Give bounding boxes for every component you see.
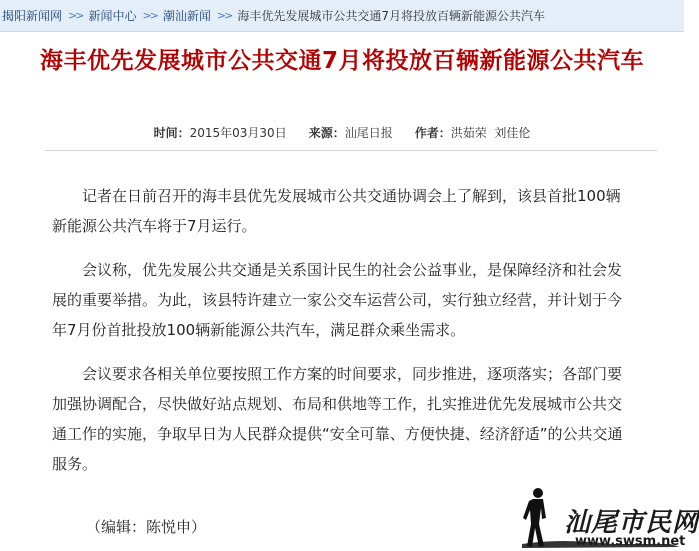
article-paragraph: 会议要求各相关单位要按照工作方案的时间要求，同步推进，逐项落实；各部门要加强协调配合，尽快做好站点规划、布局和供地等工作，扎实推进优先发展城市公共交通工作的实施，争取早日为人民群众提供“安全可靠、方便快捷、经济舒适”的公共交通服务。 [52,365,623,473]
watermark-url: www.swsm.net [575,534,686,549]
breadcrumb-separator-icon: >> [216,9,232,22]
watermark-name: 汕尾市民网 [564,508,699,538]
breadcrumb-link-home[interactable]: 揭阳新闻网 [2,9,63,23]
breadcrumb-separator-icon: >> [68,9,83,22]
watermark-logo [520,484,699,551]
meta-source-value: 汕尾日报 [344,126,393,140]
breadcrumb-link-news-center[interactable]: 新闻中心 [88,9,137,23]
meta-source-label: 来源： [308,126,345,140]
breadcrumb-link-chaoshan-news[interactable]: 潮汕新闻 [162,9,211,23]
breadcrumb [0,0,684,32]
article-title: 海丰优先发展城市公共交通7月将投放百辆新能源公共汽车 [39,48,644,74]
meta-time-value: 2015年03月30日 [189,126,287,140]
meta-author-value: 洪茹荣 刘佳伦 [450,126,531,140]
article-meta [0,124,684,141]
breadcrumb-current: 海丰优先发展城市公共交通7月将投放百辆新能源公共汽车 [237,9,545,23]
meta-time-label: 时间： [153,126,190,140]
article-paragraph: 记者在日前召开的海丰县优先发展城市公共交通协调会上了解到，该县首批100辆新能源公共汽车将于7月运行。 [52,187,621,235]
article-body [52,181,628,493]
breadcrumb-separator-icon: >> [142,9,157,22]
meta-author-label: 作者： [414,126,451,140]
title-divider [45,150,657,151]
article-paragraph: 会议称，优先发展公共交通是关系国计民生的社会公益事业，是保障经济和社会发展的重要举措。为此，该县特许建立一家公交车运营公司，实行独立经营，并计划于今年7月份首批投放100辆新能源公共汽车，满足群众乘坐需求。 [52,261,623,339]
article-editor: （编辑：陈悦申） [86,518,207,536]
